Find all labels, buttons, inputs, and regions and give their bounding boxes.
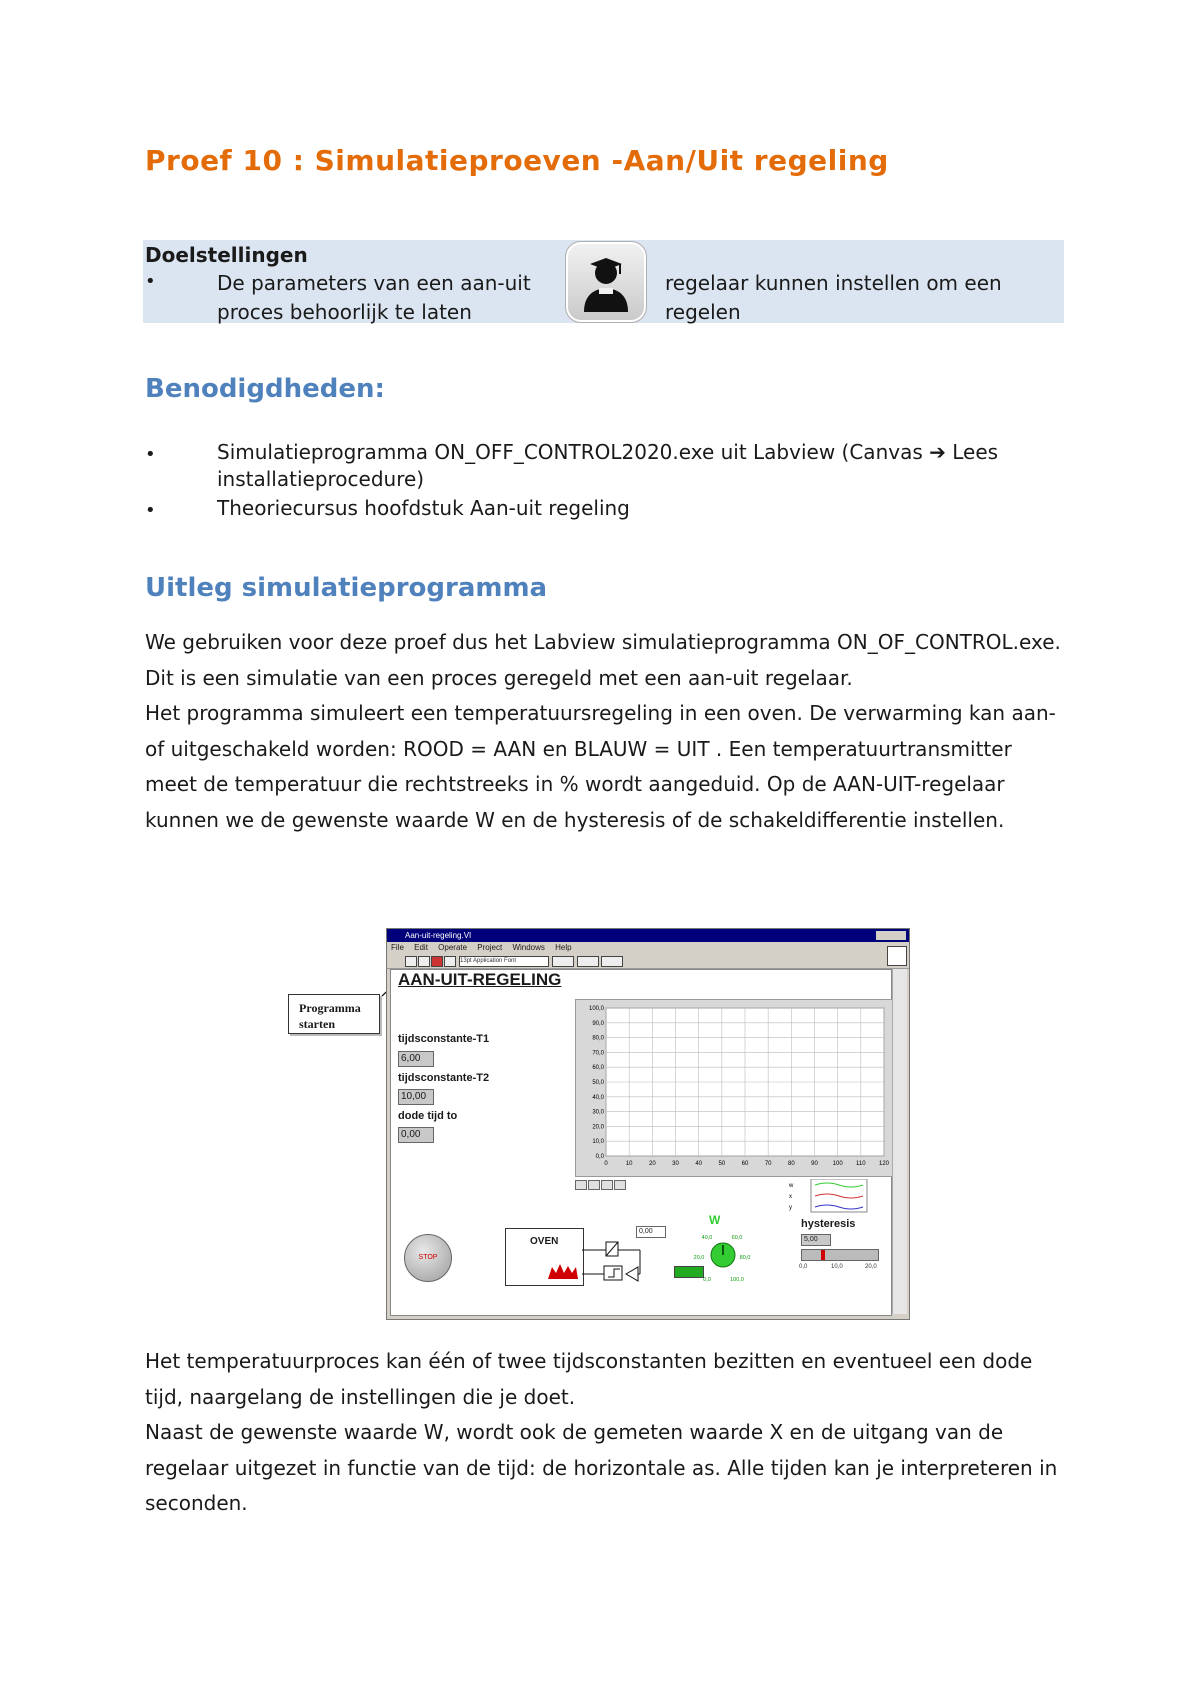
menu-windows: Windows: [512, 943, 545, 952]
paragraph-4: Naast de gewenste waarde W, wordt ook de gemeten waarde X en de uitgang van de regelaar uitgezet in functie van de tijd: de horizontale as. Alle tijden kan je interpreteren in seconden.: [145, 1420, 1058, 1515]
explanation-paragraphs: [145, 625, 1070, 838]
oven-label: OVEN: [530, 1236, 559, 1247]
font-select: 13pt Application Font: [459, 956, 549, 967]
menu-project: Project: [477, 943, 503, 952]
callout-line-1: Programma: [299, 1001, 361, 1015]
goals-text-right: regelaar kunnen instellen om een regelen: [665, 271, 1002, 324]
chart-legend: [787, 1179, 887, 1213]
y-tick-label: 20,0: [592, 1124, 604, 1131]
panel-title: AAN-UIT-REGELING: [398, 970, 562, 989]
legend-swatch: [815, 1194, 863, 1198]
labview-screenshot: [386, 928, 910, 1320]
window-title: Aan-uit-regeling.VI: [405, 931, 472, 940]
y-tick-label: 90,0: [592, 1020, 604, 1027]
y-tick-label: 70,0: [592, 1050, 604, 1057]
w-knob-graphic[interactable]: [693, 1225, 753, 1285]
y-tick-label: 0,0: [595, 1154, 604, 1160]
bullet-2: •: [145, 500, 156, 521]
w-knob[interactable]: [693, 1225, 753, 1285]
knob-tick-label: 60,0: [731, 1235, 743, 1241]
reorder-icon: [601, 956, 623, 967]
x-tick-label: 80: [787, 1161, 795, 1167]
x-tick-label: 30: [672, 1161, 679, 1167]
knob-tick-label: 100,0: [730, 1277, 744, 1283]
toolbar: [387, 954, 909, 969]
zoom-icon: [575, 1180, 587, 1190]
hysteresis-value: 5,00: [801, 1234, 831, 1246]
menu-help: Help: [555, 943, 572, 952]
student-icon: [565, 241, 647, 323]
pan-icon: [588, 1180, 600, 1190]
goals-bullet: •: [145, 271, 156, 292]
window-controls-icon: [876, 931, 906, 940]
t2-value: 10,00: [398, 1089, 434, 1105]
hysteresis-slider[interactable]: [801, 1249, 879, 1261]
page-title: Proef 10 : Simulatieproeven -Aan/Uit regeling: [145, 144, 889, 177]
menu-operate: Operate: [438, 943, 468, 952]
x-tick-label: 120: [878, 1161, 890, 1167]
run-arrow-icon: [405, 956, 417, 967]
hyst-tick: 20,0: [865, 1264, 877, 1270]
student-icon-graphic: [566, 242, 646, 322]
x-tick-label: 0: [604, 1161, 608, 1167]
w-label: W: [709, 1213, 721, 1227]
hyst-tick: 10,0: [831, 1264, 843, 1270]
hysteresis-slider-thumb[interactable]: [821, 1250, 825, 1260]
chart-frame: [575, 999, 893, 1177]
legend-swatch: [815, 1183, 863, 1187]
distribute-icon: [577, 956, 599, 967]
y-tick-label: 60,0: [592, 1065, 604, 1072]
goals-heading: Doelstellingen: [145, 243, 308, 267]
scale-icon: [614, 1180, 626, 1190]
knob-tick-label: 80,0: [739, 1255, 751, 1261]
x-tick-label: 50: [718, 1161, 726, 1167]
x-tick-label: 20: [648, 1161, 656, 1167]
knob-tick-label: 20,0: [693, 1255, 705, 1261]
legend-label: w: [789, 1183, 794, 1189]
explanation-heading: Uitleg simulatieprogramma: [145, 573, 548, 603]
cursor-icon: [601, 1180, 613, 1190]
requirement-item: Theoriecursus hoofdstuk Aan-uit regeling: [217, 496, 630, 520]
vi-icon: [887, 946, 907, 966]
x-tick-label: 70: [764, 1161, 772, 1167]
legend-graphic: [787, 1179, 887, 1213]
run-continuous-icon: [418, 956, 430, 967]
legend-label: x: [789, 1194, 792, 1200]
front-panel: [390, 969, 892, 1316]
hyst-tick: 0,0: [799, 1264, 808, 1270]
x-tick-label: 40: [695, 1161, 703, 1167]
y-tick-label: 10,0: [592, 1139, 604, 1146]
vertical-scrollbar[interactable]: [892, 969, 907, 1314]
requirements-heading: Benodigdheden:: [145, 374, 385, 404]
abort-icon: [431, 956, 443, 967]
dead-time-value: 0,00: [398, 1127, 434, 1143]
bullet-1: •: [145, 444, 156, 465]
t1-label: tijdsconstante-T1: [398, 1033, 490, 1045]
graph-palette: [575, 1180, 631, 1202]
pause-icon: [444, 956, 456, 967]
t2-label: tijdsconstante-T2: [398, 1072, 490, 1084]
legend-swatch: [815, 1205, 863, 1209]
paragraph-2: Het programma simuleert een temperatuursregeling in een oven. De verwarming kan aan- of uitgeschakeld worden: ROOD = AAN en BLAUW = UIT . Een temperatuurtransmitter meet de temperatuur die rechtstreeks in % wordt aangeduid. Op de AAN-UIT-regelaar kunnen we de gewenste waarde W en de hysteresis of de schakeldifferentie instellen.: [145, 701, 1056, 832]
stop-button[interactable]: STOP: [404, 1234, 452, 1282]
paragraph-1: We gebruiken voor deze proef dus het Labview simulatieprogramma ON_OF_CONTROL.exe. Dit is een simulatie van een proces geregeld met een aan-uit regelaar.: [145, 630, 1061, 690]
align-icon: [552, 956, 574, 967]
callout-programma-starten: [288, 994, 380, 1034]
menu-edit: Edit: [414, 943, 428, 952]
y-tick-label: 30,0: [592, 1109, 604, 1116]
hysteresis-label: hysteresis: [801, 1218, 856, 1230]
y-tick-label: 50,0: [592, 1080, 604, 1086]
legend-label: y: [789, 1205, 792, 1211]
x-tick-label: 60: [741, 1161, 749, 1167]
x-tick-label: 110: [856, 1161, 866, 1167]
knob-tick-label: 40,0: [701, 1235, 713, 1241]
t1-value: 6,00: [398, 1051, 434, 1067]
output-indicator: 0,00: [636, 1226, 666, 1238]
x-tick-label: 100: [832, 1161, 843, 1167]
menu-bar: [387, 942, 909, 954]
x-tick-label: 10: [625, 1161, 633, 1167]
y-tick-label: 100,0: [588, 1006, 604, 1012]
y-tick-label: 40,0: [592, 1094, 604, 1101]
flame-icon: [546, 1261, 580, 1281]
y-tick-label: 80,0: [592, 1035, 604, 1042]
explanation-paragraphs-2: [145, 1344, 1070, 1522]
paragraph-3: Het temperatuurproces kan één of twee tijdsconstanten bezitten en eventueel een dode tijd, naargelang de instellingen die je doet.: [145, 1349, 1033, 1409]
x-tick-label: 90: [811, 1161, 818, 1167]
requirement-item: Simulatieprogramma ON_OFF_CONTROL2020.exe uit Labview (Canvas ➔ Lees installatieprocedure): [217, 440, 999, 491]
time-chart: [576, 1000, 892, 1176]
dead-time-label: dode tijd to: [398, 1110, 458, 1122]
goals-text-left: De parameters van een aan-uit proces behoorlijk te laten: [217, 271, 531, 324]
oven-block: [505, 1228, 584, 1286]
callout-line-2: starten: [299, 1017, 335, 1031]
knob-tick-label: 0,0: [703, 1277, 711, 1283]
menu-file: File: [391, 943, 404, 952]
